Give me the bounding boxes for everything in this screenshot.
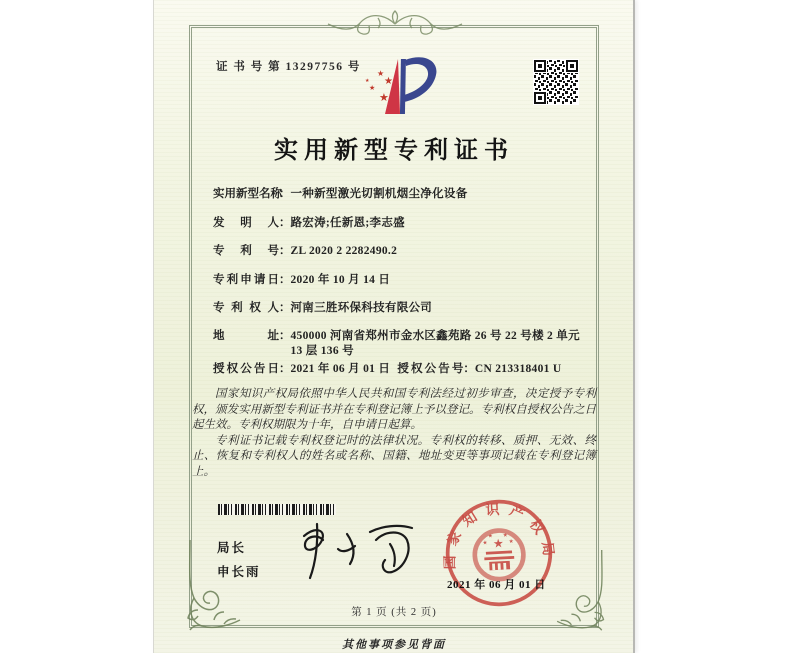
- field-value: ZL 2020 2 2282490.2: [290, 245, 398, 257]
- legal-text: [192, 387, 596, 480]
- top-flourish-ornament-icon: [320, 8, 470, 40]
- field-label: 地址: [213, 329, 279, 342]
- cnipa-logo-icon: [357, 54, 439, 120]
- signer-name: 申长雨: [217, 565, 261, 579]
- barcode-icon: [218, 504, 336, 515]
- certificate-number: 证 书 号 第 13297756 号: [216, 61, 361, 73]
- page-number: 第 1 页 (共 2 页): [351, 607, 437, 618]
- field-label: 专利申请日: [213, 273, 279, 286]
- svg-text:★: ★: [508, 538, 514, 546]
- field-value: 河南三胜环保科技有限公司: [290, 302, 433, 314]
- field-value: 一种新型激光切割机烟尘净化设备: [290, 188, 468, 200]
- handwritten-signature-icon: [292, 520, 422, 582]
- field-value: 路宏涛;任新恩;李志盛: [290, 216, 405, 229]
- seal-date: 2021 年 06 月 01 日: [447, 579, 546, 591]
- certificate-paper: [153, 0, 635, 653]
- field-row-name: 实用新型名称：一种新型激光切割机烟尘净化设备: [213, 188, 468, 200]
- field-label: 专利号: [213, 245, 279, 257]
- back-note: 其他事项参见背面: [342, 639, 446, 651]
- svg-text:★: ★: [377, 69, 385, 78]
- svg-text:★: ★: [369, 84, 376, 92]
- field-row-address: 地址：450000 河南省郑州市金水区鑫苑路 26 号 22 号楼 2 单元 13 层 136 号: [213, 329, 598, 359]
- field-row-inventors: 发明人：路宏涛;任新恩;李志盛: [213, 216, 405, 229]
- qr-code-icon: [533, 59, 579, 105]
- svg-text:国家知识产权局: [440, 498, 557, 570]
- field-row-patentee: 专利权人：河南三胜环保科技有限公司: [213, 302, 433, 314]
- national-emblem-icon: [474, 529, 525, 580]
- svg-text:★: ★: [482, 540, 488, 547]
- field-label: 专利权人: [213, 302, 279, 314]
- field-value: CN 213318401 U: [474, 362, 562, 375]
- field-value: 450000 河南省郑州市金水区鑫苑路 26 号 22 号楼 2 单元 13 层 136 号: [290, 329, 580, 357]
- svg-text:★: ★: [379, 92, 389, 104]
- field-row-patent-number: 专利号：ZL 2020 2 2282490.2: [213, 245, 398, 257]
- field-label: 授权公告号: [397, 362, 464, 375]
- certificate-title: 实用新型专利证书: [274, 138, 514, 164]
- field-label: 发明人: [213, 216, 279, 229]
- field-row-filing-date: 专利申请日：2020 年 10 月 14 日: [213, 273, 391, 286]
- svg-text:★: ★: [365, 79, 370, 84]
- field-list: [213, 186, 598, 389]
- legal-paragraph: 专利证书记载专利权登记时的法律状况。专利权的转移、质押、无效、终止、恢复和专利权人的姓名或名称、国籍、地址变更等事项记载在专利登记簿上。: [192, 434, 596, 478]
- field-value: 2020 年 10 月 14 日: [290, 273, 391, 286]
- field-value: 2021 年 06 月 01 日: [290, 362, 391, 375]
- seal-text: 国家知识产权局: [443, 502, 557, 570]
- corner-flourish-ornament-icon: [552, 550, 614, 632]
- svg-text:★: ★: [492, 536, 505, 551]
- signer-block: [217, 536, 261, 584]
- field-label: 实用新型名称: [213, 188, 282, 200]
- svg-text:★: ★: [487, 533, 494, 540]
- legal-paragraph: 国家知识产权局依照中华人民共和国专利法经过初步审查，决定授予专利权，颁发实用新型专利证书并在专利登记簿上予以登记。专利权自授权公告之日起生效。专利权期限为十年，自申请日起算。: [192, 388, 596, 431]
- field-row-grant: 授权公告日：2021 年 06 月 01 日 授权公告号：CN 213318401 U: [213, 362, 562, 375]
- official-seal-icon: [440, 494, 558, 612]
- signer-role: 局长: [217, 541, 247, 555]
- svg-text:★: ★: [384, 76, 393, 87]
- field-label: 授权公告日: [213, 362, 279, 375]
- svg-text:★: ★: [502, 532, 508, 539]
